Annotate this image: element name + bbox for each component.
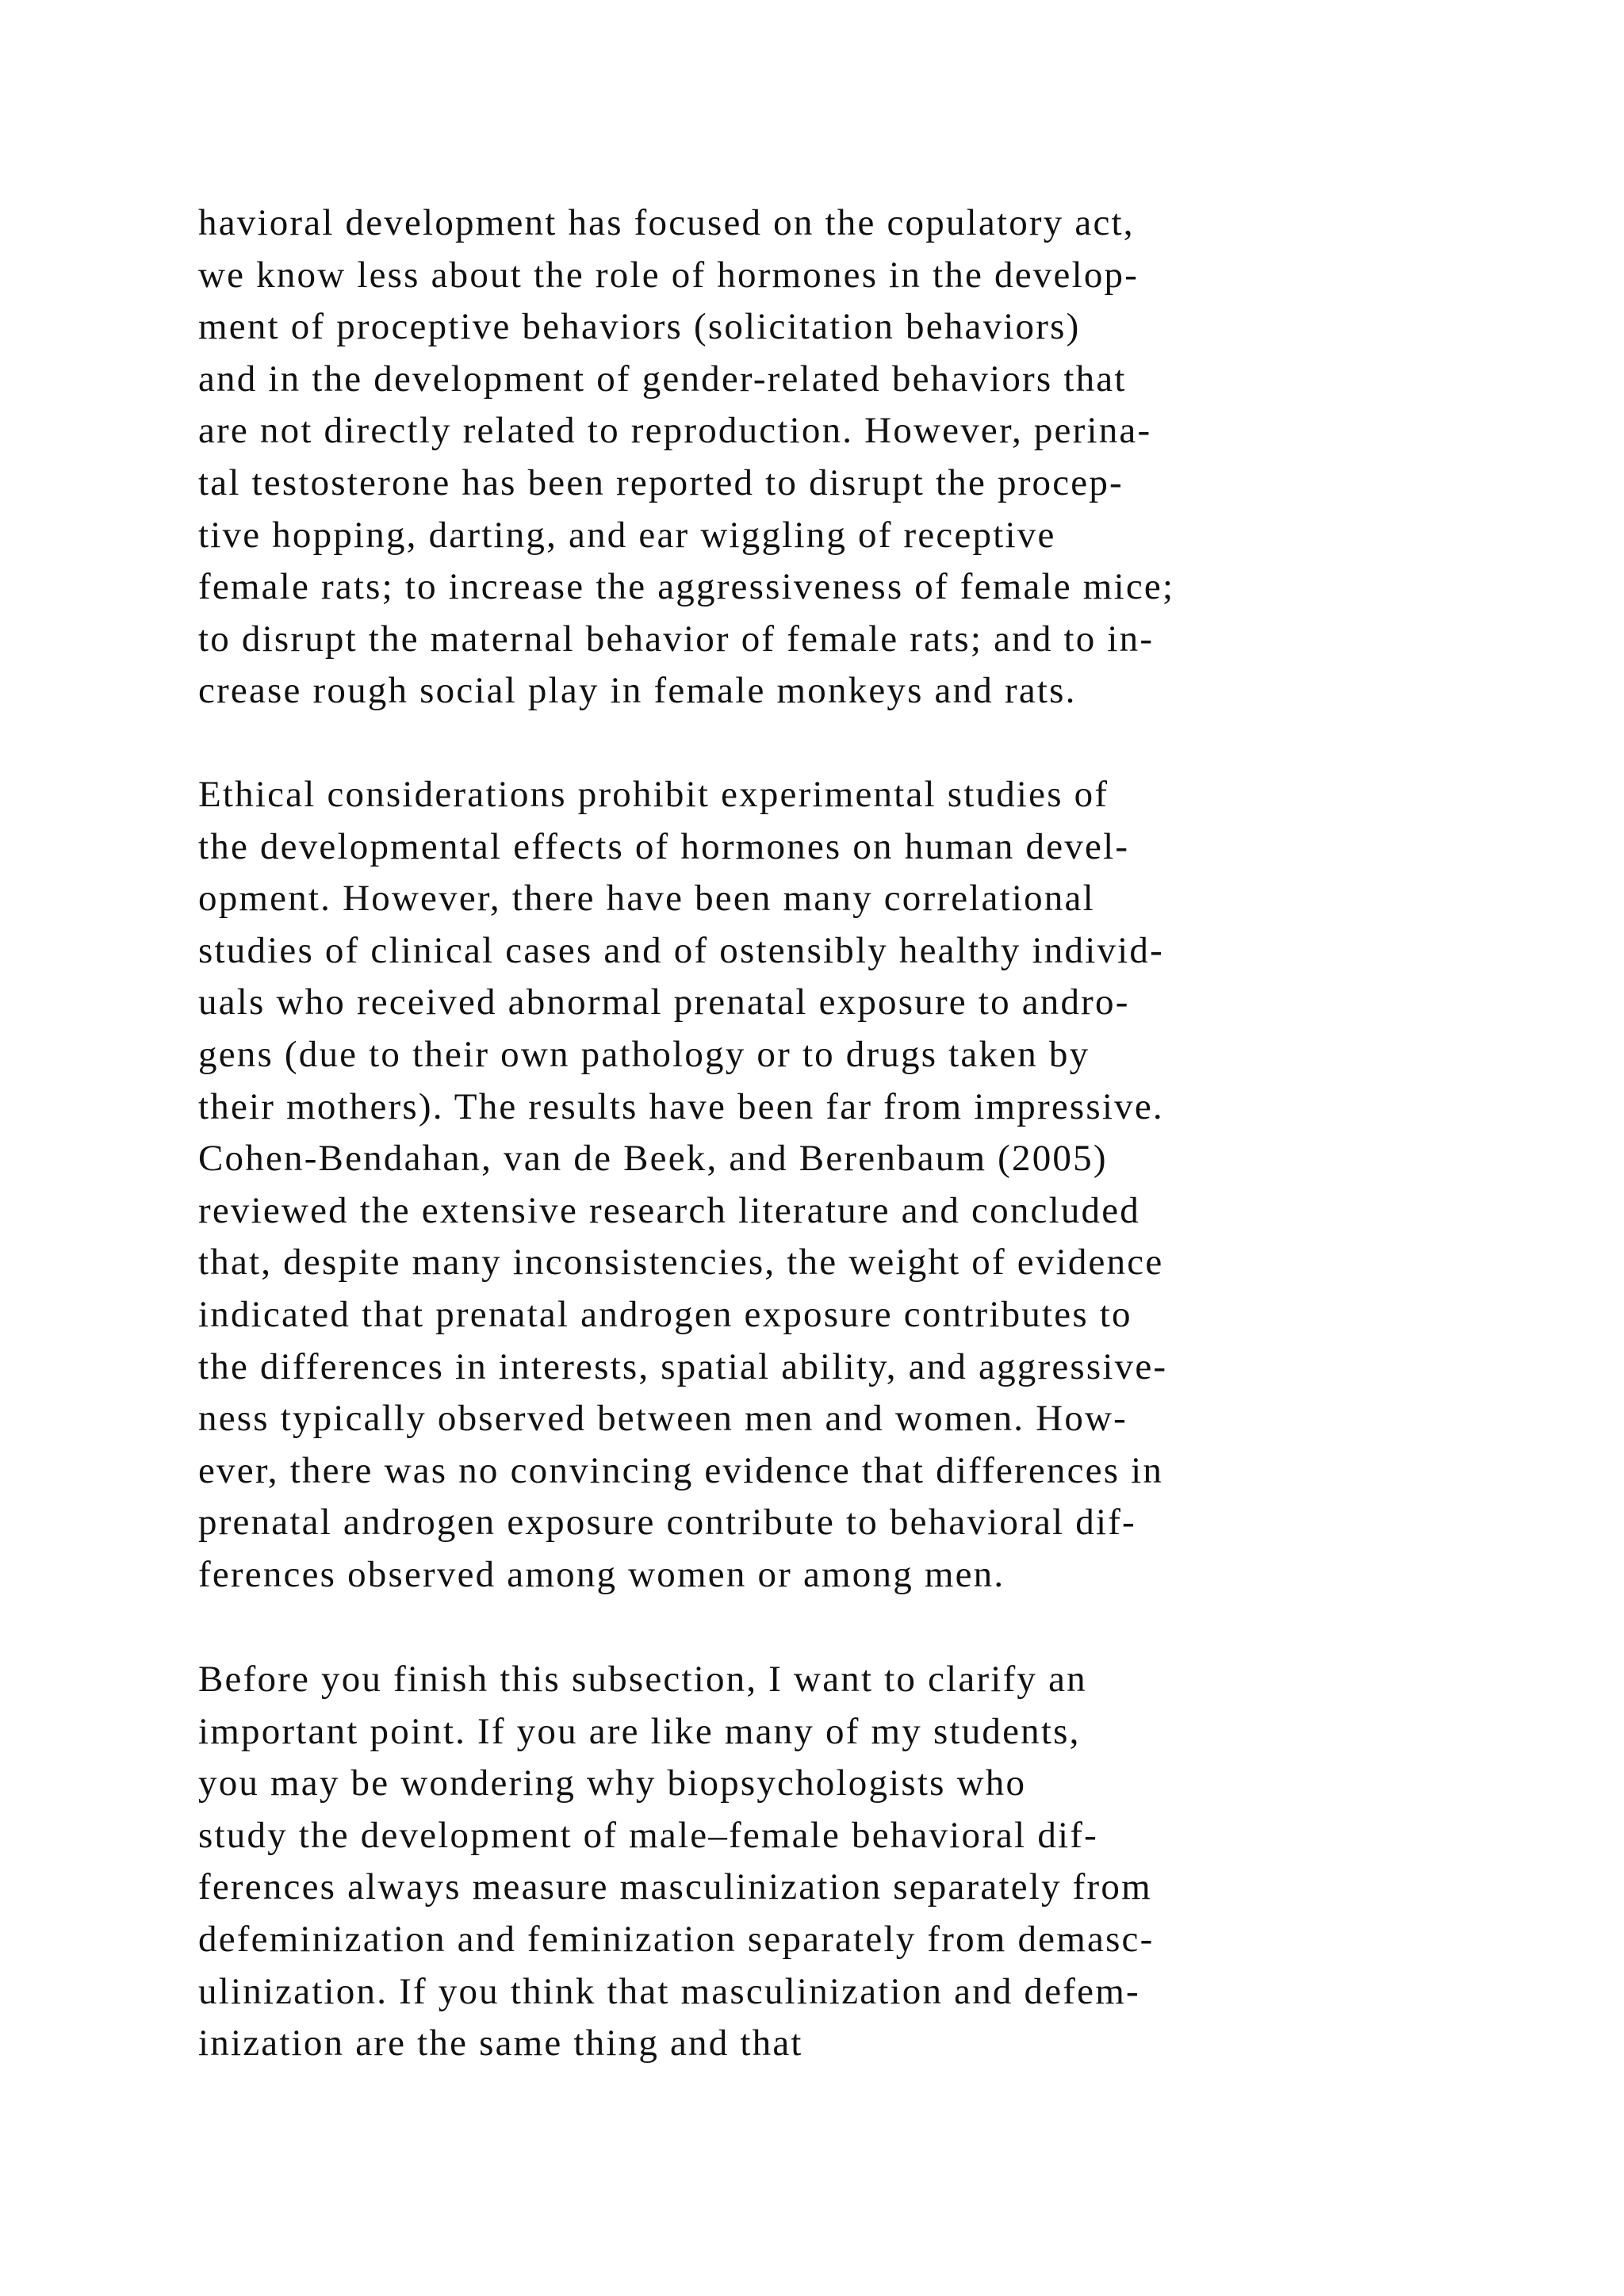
paragraph-line: female rats; to increase the aggressiveness of female mice; [198,566,1175,608]
paragraph-line: that, despite many inconsistencies, the weight of evidence [198,1242,1164,1284]
paragraph-line: prenatal androgen exposure contribute to behavioral dif- [198,1502,1136,1544]
paragraph-line: tal testosterone has been reported to disrupt the procep- [198,461,1124,503]
paragraph-line: tive hopping, darting, and ear wiggling of receptive [198,514,1056,556]
paragraph-2 [198,769,1546,1601]
paragraph-line: Ethical considerations prohibit experimental studies of [198,774,1109,815]
paragraph-1 [198,197,1546,718]
paragraph-line: you may be wondering why biopsychologists who [198,1762,1027,1804]
paragraph-line: crease rough social play in female monkeys and rats. [198,670,1077,712]
paragraph-line: studies of clinical cases and of ostensibly healthy individ- [198,929,1164,971]
paragraph-line: ulinization. If you think that masculinization and defem- [198,1970,1140,2012]
paragraph-line: ever, there was no convincing evidence that differences in [198,1449,1164,1491]
paragraph-line: ment of proceptive behaviors (solicitation behaviors) [198,306,1081,348]
paragraph-line: to disrupt the maternal behavior of female rats; and to in- [198,618,1155,660]
paragraph-line: study the development of male–female behavioral dif- [198,1814,1098,1856]
paragraph-line: indicated that prenatal androgen exposure contributes to [198,1293,1132,1335]
paragraph-line: Cohen-Bendahan, van de Beek, and Berenbaum (2005) [198,1138,1108,1180]
paragraph-line: their mothers). The results have been far from impressive. [198,1085,1164,1127]
paragraph-line: are not directly related to reproduction. However, perina- [198,410,1152,452]
paragraph-line: inization are the same thing and that [198,2022,803,2064]
paragraph-line: uals who received abnormal prenatal exposure to andro- [198,982,1130,1024]
paragraph-line: Before you finish this subsection, I want to clarify an [198,1659,1087,1700]
paragraph-line: havioral development has focused on the copulatory act, [198,202,1135,243]
paragraph-line: the differences in interests, spatial ability, and aggressive- [198,1345,1168,1387]
paragraph-line: defeminization and feminization separately from demasc- [198,1918,1155,1960]
paragraph-line: important point. If you are like many of my students, [198,1710,1081,1752]
paragraph-line: we know less about the role of hormones in the develop- [198,254,1139,296]
paragraph-3 [198,1654,1546,2070]
paragraph-line: reviewed the extensive research literature and concluded [198,1189,1140,1231]
paragraph-line: ferences observed among women or among men. [198,1553,1005,1595]
paragraph-line: gens (due to their own pathology or to drugs taken by [198,1033,1090,1075]
paragraph-line: ferences always measure masculinization separately from [198,1866,1152,1908]
paragraph-line: and in the development of gender-related behaviors that [198,358,1127,400]
paragraph-line: ness typically observed between men and women. How- [198,1398,1128,1440]
paragraph-line: opment. However, there have been many correlational [198,878,1095,920]
paragraph-line: the developmental effects of hormones on human devel- [198,825,1130,867]
